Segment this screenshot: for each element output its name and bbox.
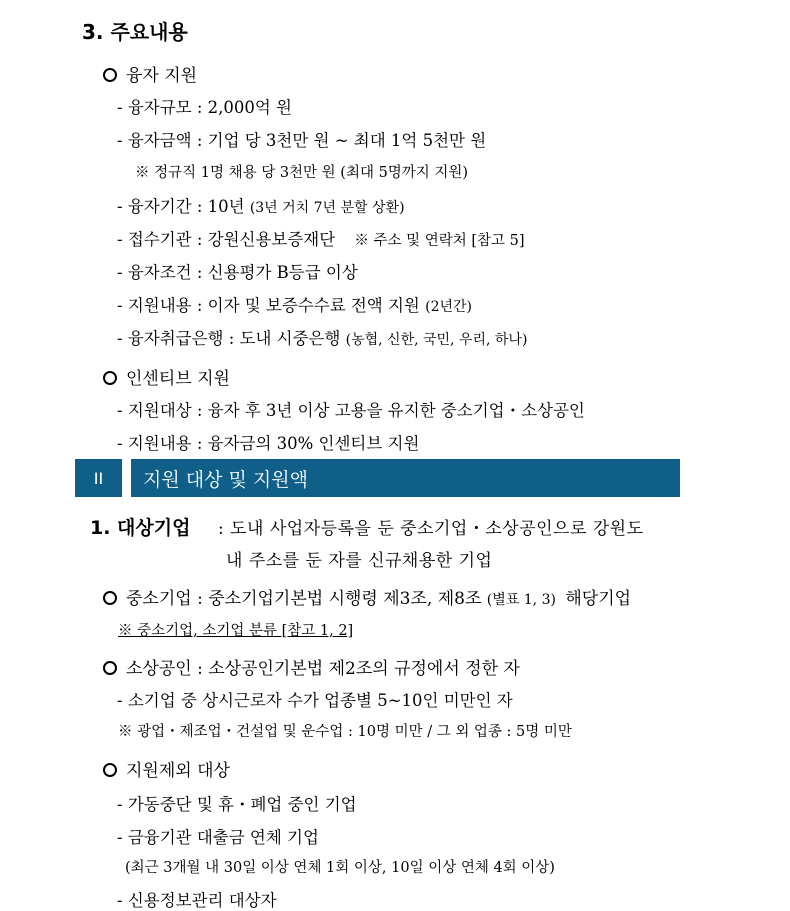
small-biz-label: 소상공인 : 소상공인기본법 제2조의 규정에서 정한 자 (126, 659, 520, 679)
target-desc-line2: 내 주소를 둔 자를 신규채용한 기업 (226, 551, 493, 571)
loan-agency (117, 226, 525, 250)
target-title: 1. 대상기업 (90, 517, 191, 539)
loan-agency-main: - 접수기관 : 강원신용보증재단 (117, 230, 336, 249)
loan-amount-note: ※ 정규직 1명 채용 당 3천만 원 (최대 5명까지 지원) (135, 165, 469, 181)
section-banner-title: 지원 대상 및 지원액 (131, 459, 680, 497)
loan-support-content (117, 292, 472, 316)
incentive-target: - 지원대상 : 융자 후 3년 이상 고용을 유지한 중소기업・소상공인 (117, 401, 585, 420)
small-biz-note: ※ 광업・제조업・건설업 및 운수업 : 10명 미만 / 그 외 업종 : 5명 미만 (118, 724, 572, 740)
circle-bullet-icon (103, 68, 117, 82)
sme-tail: 해당기업 (565, 589, 632, 609)
section-title: 3. 주요내용 (82, 20, 188, 44)
section-number-badge: II (75, 459, 122, 497)
circle-bullet-icon (103, 371, 117, 385)
excluded-heading (103, 756, 230, 781)
excluded-label: 지원제외 대상 (126, 761, 230, 781)
loan-condition: - 융자조건 : 신용평가 B등급 이상 (117, 263, 358, 282)
loan-period-main: - 융자기간 : 10년 (117, 197, 245, 216)
circle-bullet-icon (103, 591, 117, 605)
loan-support-main: - 지원내용 : 이자 및 보증수수료 전액 지원 (117, 296, 420, 315)
circle-bullet-icon (103, 763, 117, 777)
loan-period (117, 193, 405, 217)
circle-bullet-icon (103, 661, 117, 675)
loan-agency-note: ※ 주소 및 연락처 [참고 5] (354, 233, 525, 249)
loan-support-detail: (2년간) (425, 299, 473, 315)
excluded-item-1: - 가동중단 및 휴・폐업 중인 기업 (117, 795, 357, 814)
excluded-item-2: - 금융기관 대출금 연체 기업 (117, 828, 319, 847)
target-desc-line1: : 도내 사업자등록을 둔 중소기업・소상공인으로 강원도 (218, 519, 644, 539)
loan-support-label: 융자 지원 (126, 66, 198, 86)
sme-main: 중소기업 : 중소기업기본법 시행령 제3조, 제8조 (126, 589, 482, 609)
incentive-heading (103, 364, 230, 389)
loan-bank-detail: (농협, 신한, 국민, 우리, 하나) (345, 332, 528, 348)
sme-note: ※ 중소기업, 소기업 분류 [참고 1, 2] (118, 623, 354, 639)
loan-amount: - 융자금액 : 기업 당 3천만 원 ~ 최대 1억 5천만 원 (117, 131, 487, 150)
excluded-note: (최근 3개월 내 30일 이상 연체 1회 이상, 10일 이상 연체 4회 이상) (125, 860, 555, 876)
small-biz-heading (103, 654, 520, 679)
excluded-item-3: - 신용정보관리 대상자 (117, 891, 277, 910)
loan-bank (117, 325, 527, 349)
incentive-content: - 지원내용 : 융자금의 30% 인센티브 지원 (117, 434, 420, 453)
sme-detail: (별표 1, 3) (486, 592, 556, 608)
sme-heading (103, 584, 631, 609)
loan-period-detail: (3년 거치 7년 분할 상환) (249, 200, 405, 216)
incentive-label: 인센티브 지원 (126, 369, 230, 389)
small-biz-item: - 소기업 중 상시근로자 수가 업종별 5~10인 미만인 자 (117, 691, 513, 710)
loan-scale: - 융자규모 : 2,000억 원 (117, 98, 292, 117)
loan-bank-main: - 융자취급은행 : 도내 시중은행 (117, 329, 341, 348)
loan-support-heading (103, 61, 197, 86)
